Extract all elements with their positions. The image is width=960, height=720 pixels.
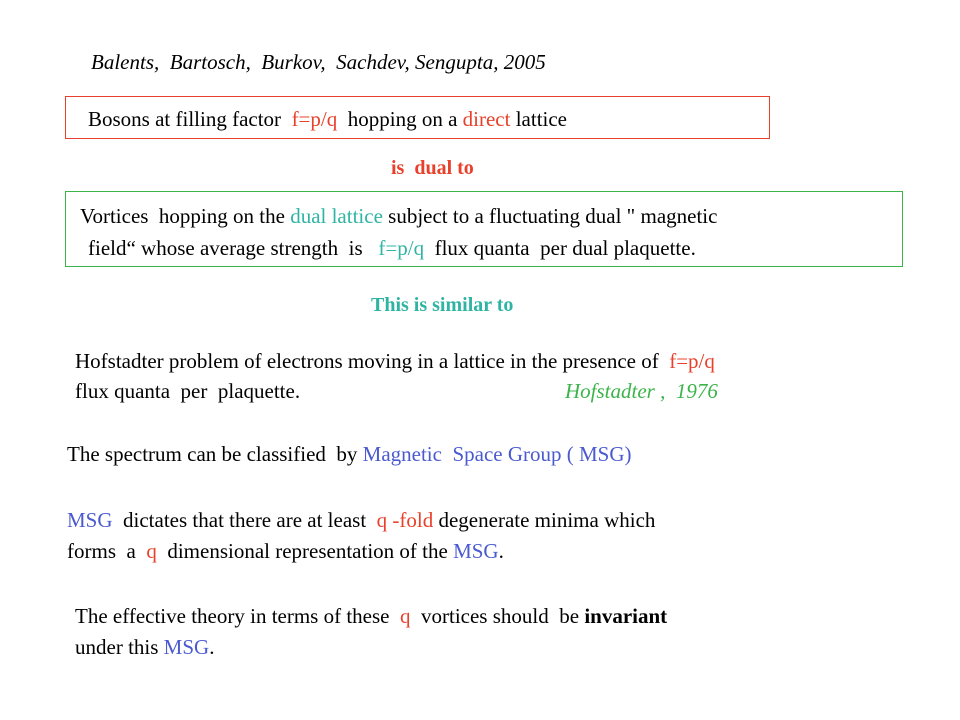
- vortex-text-2: subject to a fluctuating dual " magnetic: [382, 204, 718, 228]
- invariant-word: invariant: [584, 604, 668, 628]
- boson-text-2: hopping on a: [337, 107, 463, 131]
- dual-heading: is dual to: [391, 157, 474, 179]
- msg-line-2: [67, 538, 504, 564]
- vortex-line-2: [88, 235, 696, 261]
- msg-text-1: dictates that there are at least: [112, 508, 377, 532]
- fold-word: -fold: [392, 508, 434, 532]
- citation: Balents, Bartosch, Burkov, Sachdev, Sengupta, 2005: [91, 50, 546, 74]
- effective-text-1: The effective theory in terms of these: [75, 604, 400, 628]
- hofstadter-text-1: Hofstadter problem of electrons moving in a lattice in the presence of: [75, 349, 670, 373]
- similar-heading: This is similar to: [371, 294, 514, 316]
- msg-line-1: [67, 507, 655, 533]
- spectrum-text: The spectrum can be classified by: [67, 442, 363, 466]
- boson-filling-fraction: f=p/q: [291, 107, 338, 131]
- effective-text-3: under this: [75, 635, 164, 659]
- msg-word-2: MSG: [453, 539, 499, 563]
- q-symbol-3: q: [400, 604, 411, 628]
- vortex-text-3: field“ whose average strength is: [88, 236, 379, 260]
- msg-word-1: MSG: [67, 508, 113, 532]
- msg-term: Magnetic Space Group ( MSG): [362, 442, 632, 466]
- boson-statement: [88, 106, 567, 132]
- spectrum-statement: [67, 441, 632, 467]
- hofstadter-line-1: [75, 348, 715, 374]
- msg-text-2: degenerate minima which: [433, 508, 656, 532]
- boson-direct-word: direct: [462, 107, 511, 131]
- dual-lattice-word: dual lattice: [290, 204, 383, 228]
- effective-text-2: vortices should be: [410, 604, 585, 628]
- effective-line-1: [75, 603, 667, 629]
- boson-text-3: lattice: [510, 107, 568, 131]
- msg-text-3: forms a: [67, 539, 147, 563]
- hofstadter-filling-fraction: f=p/q: [669, 349, 715, 373]
- q-symbol-2: q: [146, 539, 157, 563]
- hofstadter-citation: Hofstadter , 1976: [565, 379, 718, 403]
- vortex-text-4: flux quanta per dual plaquette.: [424, 236, 696, 260]
- vortex-line-1: [80, 203, 717, 229]
- boson-text-1: Bosons at filling factor: [88, 107, 292, 131]
- effective-period: .: [209, 635, 215, 659]
- effective-line-2: [75, 634, 214, 660]
- hofstadter-line-2: flux quanta per plaquette.: [75, 379, 301, 403]
- vortex-filling-fraction: f=p/q: [378, 236, 425, 260]
- msg-period: .: [498, 539, 504, 563]
- q-symbol-1: q: [376, 508, 388, 532]
- msg-word-3: MSG: [163, 635, 210, 659]
- msg-text-4: dimensional representation of the: [156, 539, 454, 563]
- vortex-text-1: Vortices hopping on the: [80, 204, 291, 228]
